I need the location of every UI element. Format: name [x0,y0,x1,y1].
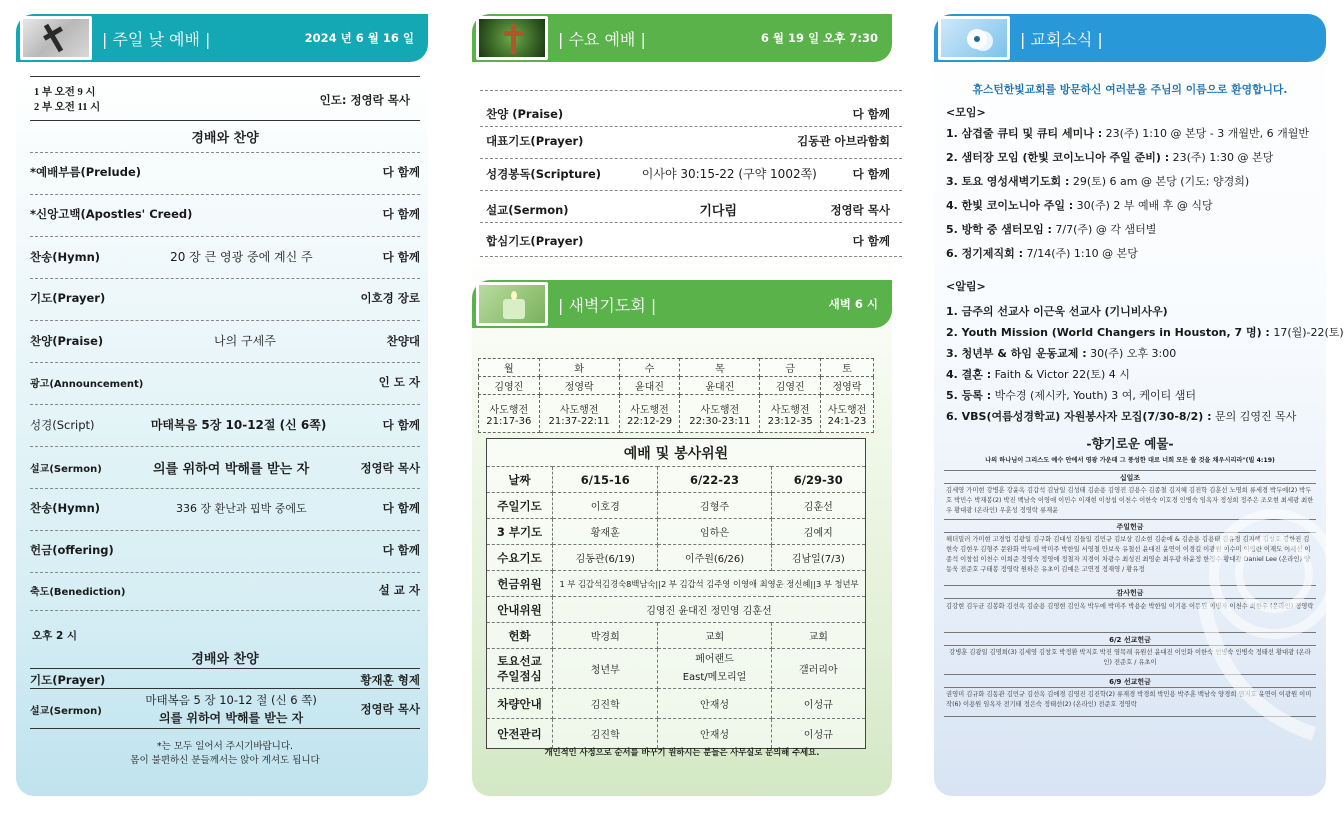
order-item: 기도(Prayer) 이호경 장로 [30,291,420,305]
order-item: *예배부름(Prelude) 다 함께 [30,165,420,179]
meetings-heading: <모임> [946,106,986,119]
offering-verse: 나의 하나님이 그리스도 예수 안에서 영광 가운데 그 풍성한 대로 너희 모든 쓸 것을 채우시리라"(빌 4:19) [985,457,1275,464]
meeting-item: 4. 한빛 코이노니아 주일 : 30(주) 2 부 예배 후 @ 식당 [946,199,1213,212]
news-title: | 교회소식 | [1020,29,1103,49]
wed-item: 합심기도(Prayer) 다 함께 [486,234,890,248]
order-item: *신앙고백(Apostles' Creed) 다 함께 [30,207,420,221]
sunday-offering-names: 헤더밀러 가미현 고경업 김광일 김구화 김대성 김들일 김민규 김보상 김소현 김순애 & 김순용 김용태 김유경 김지혜 김창호 김한진 김현숙 김현우 김형주 문완화 박두에 박미주 박한일 서영철 안보욱 유철선 윤대진 윤연이 이경길 이광원 이수미 이영란 이재도 이재선 이종석 이창섭 이천수 이희준 정영숙 정영애 정철자 지경이 차광수 최성진 최영순 최우광 하윤정 한정수 황대광 Daniel Lee (온라인) 양동욱 전준호 구태봉 정영락 원하은 유초이 김예은 고연정 정재영 / 황유정 [946,536,1311,573]
mission-0602-title: 6/2 선교헌금 [1109,636,1151,644]
wed-item: 대표기도(Prayer) 김동관 아브라함회 [486,134,890,148]
mission-0602-names: 강병훈 김광일 김명희(3) 김세영 김창호 박정환 박지호 박진 염목래 유원선 윤대진 이인화 이한숙 인병숙 인병숙 정태선 황대광 (온라인) 전준호 / 유초이 [949,649,1311,666]
wed-item: 설교(Sermon) 기다림 정영락 목사 [486,202,890,219]
order-item: 성경(Script) 마태복음 5장 10-12절 (신 6쪽) 다 함께 [30,417,420,432]
notice-item: 6. VBS(여름성경학교) 자원봉사자 모집(7/30-8/2) : 문의 김영진 목사 [946,410,1297,423]
dawn-schedule-table: 월 화 수 목 금 토 김영진 정영락 윤대진 윤대진 김영진 정영락 사도행전 21:17-36 사도행전 21:37-22:11 사도행전 22:12-29 사도행전 22:30-23:11 사도행전 23:12-35 사도행전 24:1-23 [478,358,874,433]
wednesday-header [472,14,892,62]
notice-item: 3. 청년부 & 하임 운동교제 : 30(주) 오후 3:00 [946,347,1177,360]
mission-0609-names: 권영미 김규화 김동관 김민규 김선옥 김애경 김영진 김진학(2) 류재경 박경희 박민용 박주훈 백남숙 양경희 염지호 윤연이 이광원 이미작(6) 이용원 임옥자 전기태 정은숙 정태선(2) (온라인) 전준호 정영락 [946,691,1312,708]
news-header [934,14,1326,62]
notes: *는 모두 일어서 주시기바랍니다. 몸이 불편하신 분들께서는 앉아 계셔도 됩니다 [130,741,320,766]
notice-item: 1. 금주의 선교사 이근욱 선교사 (기니비사우) [946,305,1168,318]
order-item: 찬송(Hymn) 20 장 큰 영광 중에 계신 주 다 함께 [30,249,420,264]
mission-0609-title: 6/9 선교헌금 [1109,678,1151,686]
notice-item: 4. 결혼 : Faith & Victor 22(토) 4 시 [946,368,1130,381]
service-leader: 인도: 정영락 목사 [319,93,410,107]
meeting-item: 5. 방학 중 샘터모임 : 7/7(주) @ 각 샘터별 [946,223,1157,236]
sunday-service-panel [16,14,428,796]
sunday-title: | 주일 낮 예배 | [102,29,211,49]
divider [30,76,420,77]
order-item: 헌금(offering) 다 함께 [30,543,420,557]
footer-note: 개인적인 사정으로 순서를 바꾸기 원하시는 분들은 사무실로 문의해 주세요. [544,747,820,757]
order-item: 찬양(Praise) 나의 구세주 찬양대 [30,333,420,348]
order-item: 설교(Sermon) 의를 위하여 박해를 받는 자 정영락 목사 [30,460,420,477]
bible-cross-image [20,16,92,60]
dawn-time: 새벽 6 시 [828,297,878,311]
order-item: 찬송(Hymn) 336 장 환난과 핍박 중에도 다 함께 [30,501,420,515]
committee-table: 예배 및 봉사위원 날짜 6/15-16 6/22-23 6/29-30 주일기도 이호경 김형주 김훈선 3 부기도 황재훈 임하은 김예지 수요기도 김동관(6/19) 이주원(6/26) 김남일(7/3) 헌금위원 1 부 김갑석김경숙8백남숙||2 부 김갑석 김주영 이영애 최영운 정신혜||3 부 청년부 안내위원 김영진 윤대진 정민영 김훈선 헌화 박경희 교회 교회 토요선교 주일점심 청년부 페어랜드 East/메모리얼 갤러리아 차량안내 김진학 안재성 이성규 안전관리 김진학 안재성 이성규 [486,438,866,749]
notice-item: 2. Youth Mission (World Changers in Houston, 7 명) : 17(월)-22(토) [946,326,1344,339]
wooden-cross-image [476,16,548,60]
pm-title: 경배와 찬양 [191,652,259,667]
service-1-time: 1 부 오전 9 시 [34,87,96,98]
sunday-date: 2024 년 6 월 16 일 [304,31,414,45]
order-item: 축도(Benediction) 설 교 자 [30,583,420,598]
divider [30,120,420,121]
order-item: 광고(Announcement) 인 도 자 [30,375,420,390]
sunday-offering-title: 주일헌금 [1116,523,1144,531]
offering-heading: -향기로운 예물- [1086,436,1174,451]
wednesday-date: 6 월 19 일 오후 7:30 [760,31,878,45]
meeting-item: 3. 토요 영성새벽기도회 : 29(토) 6 am @ 본당 (기도: 양경희) [946,175,1250,188]
pm-time: 오후 2 시 [32,630,78,642]
thanks-offering-title: 감사헌금 [1116,589,1144,597]
notices-heading: <알림> [946,280,986,293]
section-title: 경배와 찬양 [191,131,259,146]
meeting-item: 1. 삼겹줄 큐티 및 큐티 세미나 : 23(주) 1:10 @ 본당 - 3 개월반, 6 개월반 [946,127,1309,140]
service-2-time: 2 부 오전 11 시 [34,102,101,113]
sunday-header [16,14,428,62]
candle-image [476,282,548,326]
wed-item: 찬양 (Praise) 다 함께 [486,107,890,121]
pm-prayer: 기도(Prayer) 황재훈 형제 [30,673,420,687]
welcome-text: 휴스턴한빛교회를 방문하신 여러분을 주님의 이름으로 환영합니다. [972,83,1288,96]
flower-image [938,16,1010,60]
dawn-title: | 새벽기도회 | [558,295,657,315]
dawn-header [472,280,892,328]
meeting-item: 2. 샘터장 모임 (한빛 코이노니아 주일 준비) : 23(주) 1:30 @ 본당 [946,151,1274,164]
decorative-swirl [1164,484,1324,744]
tithe-names: 김세영 가미현 강병훈 강윤옥 김갑석 김남일 김성태 김순용 김영진 김용수 김종철 김지혜 김진학 김훈선 노명희 류세경 박두에(2) 박두호 박민수 박재봉(2) 박진 백남숙 이영애 이민수 이재현 이창섭 이천수 이한숙 이호경 인병숙 임옥자 정성희 정주은 조오현 최세광 최한우 황대광 (온라인) 우훈성 정영락 류재윤 [946,487,1314,514]
wed-item: 성경봉독(Scripture) 이사야 30:15-22 (구약 1002쪽) 다 함께 [486,166,890,181]
notice-item: 5. 등록 : 박수경 (제시카, Youth) 3 여, 케이티 샘터 [946,389,1196,402]
thanks-offering-names: 김강현 김두균 김봉화 김선옥 김순용 김영현 김인옥 박두에 박미주 박용순 박한일 이기용 이동원 이명자 이천수 최한우 (온라인) 정영락 [946,603,1314,610]
wednesday-title: | 수요 예배 | [558,29,646,49]
tithe-title: 십일조 [1119,474,1141,482]
pm-sermon: 설교(Sermon) 마태복음 5 장 10-12 절 (신 6 쪽) 의를 위하여 박해를 받는 자 정영락 목사 [30,693,420,725]
meeting-item: 6. 정기제직회 : 7/14(주) 1:10 @ 본당 [946,247,1138,260]
wednesday-service-panel [472,14,892,796]
church-news-panel [934,14,1344,796]
